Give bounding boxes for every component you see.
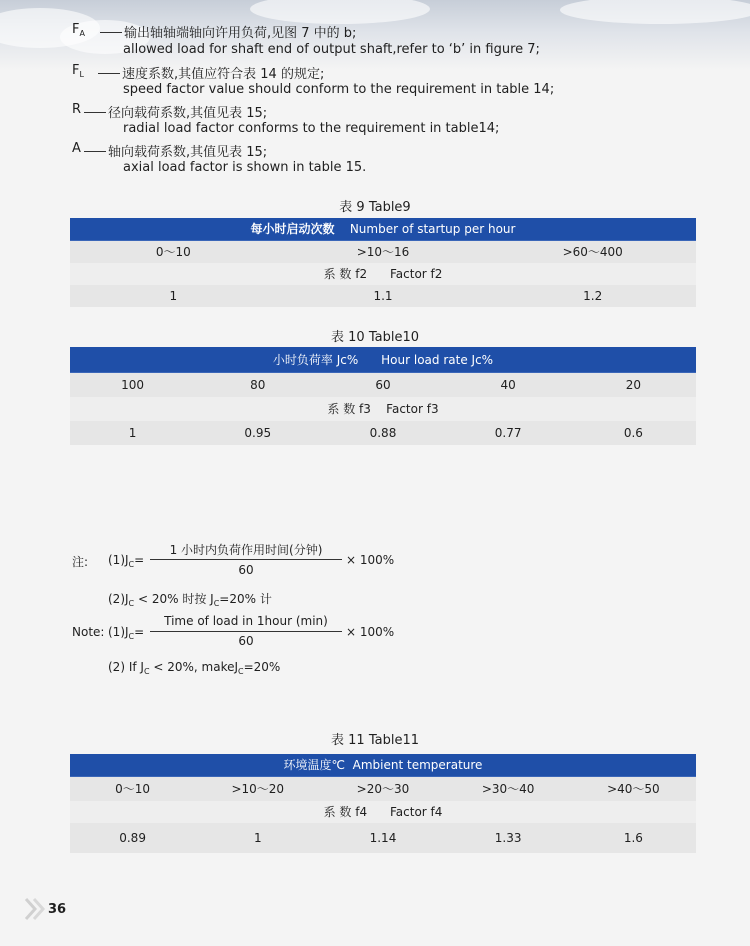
table11-caption: 表 11 Table11 [331, 733, 419, 748]
definition-fl-en: speed factor value should conform to the requirement in table 14; [123, 82, 555, 97]
note-cn-formula-lhs: $(1)J_C=$ [108, 553, 145, 569]
symbol-r: R [72, 102, 82, 117]
cloud-shape [250, 0, 430, 24]
page-number: 36 [48, 902, 67, 917]
table11-header: 环境温度℃ Ambient temperature [70, 754, 696, 776]
table10-header-row [70, 347, 696, 372]
table11-range-cell: 0～10 [115, 782, 151, 796]
table10-rate-cell: 80 [250, 377, 266, 392]
table-row [70, 397, 696, 421]
double-chevron-icon [24, 896, 48, 922]
definition-a-en: axial load factor is shown in table 15. [123, 160, 367, 175]
table-row [70, 372, 696, 397]
symbol-a: A [72, 141, 81, 156]
note-cn-denominator: 60 [238, 563, 254, 577]
table11-range-cell: >30～40 [481, 782, 535, 796]
definition-r-en: radial load factor conforms to the requirement in table14; [123, 121, 500, 136]
table9-header: 每小时启动次数 Number of startup per hour [70, 218, 696, 240]
table-row [70, 240, 696, 263]
table10-rate-cell: 60 [375, 377, 391, 392]
table10-factor-cell: 0.77 [494, 425, 522, 440]
table11-factor-cell: 1.33 [494, 830, 522, 845]
table11-factor-cell: 1 [253, 830, 262, 845]
note-cn-label: 注: [72, 555, 89, 569]
definition-fa-cn: 输出轴轴端轴向许用负荷,见图 7 中的 b; [98, 22, 356, 41]
table10-header: 小时负荷率 Jc% Hour load rate Jc% [70, 347, 696, 372]
note-en-label: Note: [72, 625, 105, 639]
table11-factor-label: 系 数 f4 Factor f4 [323, 805, 443, 819]
table11-factor-cell: 0.89 [119, 830, 146, 845]
table9-factor-label: 系 数 f2 Factor f2 [323, 267, 443, 281]
definition-a-cn: 轴向载荷系数,其值见表 15; [82, 141, 267, 160]
table-row [70, 421, 696, 445]
table10-rate-cell: 100 [121, 377, 145, 392]
table11-header-row [70, 754, 696, 776]
table9-range-cell: >60～400 [562, 245, 623, 259]
fraction-line [150, 631, 342, 632]
note-en-formula-lhs: $(1)J_C=$ [108, 625, 145, 641]
table9-header-row [70, 218, 696, 240]
definition-fl-cn: 速度系数,其值应符合表 14 的规定; [96, 63, 324, 82]
table11-range-cell: >40～50 [607, 782, 660, 796]
symbol-fa: $F_A$ [72, 22, 85, 38]
symbol-fl: $F_L$ [72, 63, 84, 79]
note-cn-numerator: 1 小时内负荷作用时间(分钟) [169, 543, 323, 557]
table9-range-cell: >10～16 [356, 245, 410, 259]
table11-factor-cell: 1.14 [369, 830, 397, 845]
table11-range-cell: >20～30 [356, 782, 410, 796]
table9 [70, 218, 696, 307]
table10-factor-cell: 1 [128, 425, 137, 440]
table-row [70, 823, 696, 853]
table10-caption: 表 10 Table10 [331, 330, 419, 345]
table10 [70, 347, 696, 445]
table10-factor-cell: 0.88 [369, 425, 397, 440]
note-cn-item2: $(2)J_C < 20\%$ 时按 $J_C=20\%$ 计 [108, 592, 272, 608]
table-row [70, 263, 696, 285]
table-row [70, 801, 696, 823]
table-row [70, 285, 696, 307]
table11 [70, 754, 696, 853]
note-cn-times: × 100% [346, 553, 395, 567]
table10-rate-cell: 40 [500, 377, 516, 392]
note-en-item2: (2) If $J_C < 20\%$, makeJ$_C$=20% [108, 660, 281, 676]
table10-factor-cell: 0.6 [623, 425, 643, 440]
note-en-numerator: Time of load in 1hour (min) [164, 614, 328, 628]
table9-factor-cell: 1.2 [583, 288, 603, 303]
table9-caption: 表 9 Table9 [339, 200, 411, 215]
table11-factor-cell: 1.6 [623, 830, 643, 845]
table10-rate-cell: 20 [625, 377, 642, 392]
note-en-times: × 100% [346, 625, 395, 639]
table9-factor-cell: 1 [169, 288, 178, 303]
fraction-line [150, 559, 342, 560]
table9-factor-cell: 1.1 [373, 288, 393, 303]
table11-range-cell: >10～20 [231, 782, 285, 796]
table-row [70, 776, 696, 801]
table10-factor-cell: 0.95 [244, 425, 272, 440]
note-en-denominator: 60 [238, 634, 254, 648]
definition-r-cn: 径向载荷系数,其值见表 15; [82, 102, 267, 121]
definition-fa-en: allowed load for shaft end of output shaft,refer to ‘b’ in figure 7; [123, 42, 540, 57]
cloud-shape [560, 0, 750, 24]
table9-range-cell: 0～10 [155, 245, 191, 259]
table10-factor-label: 系 数 f3 Factor f3 [327, 402, 439, 416]
